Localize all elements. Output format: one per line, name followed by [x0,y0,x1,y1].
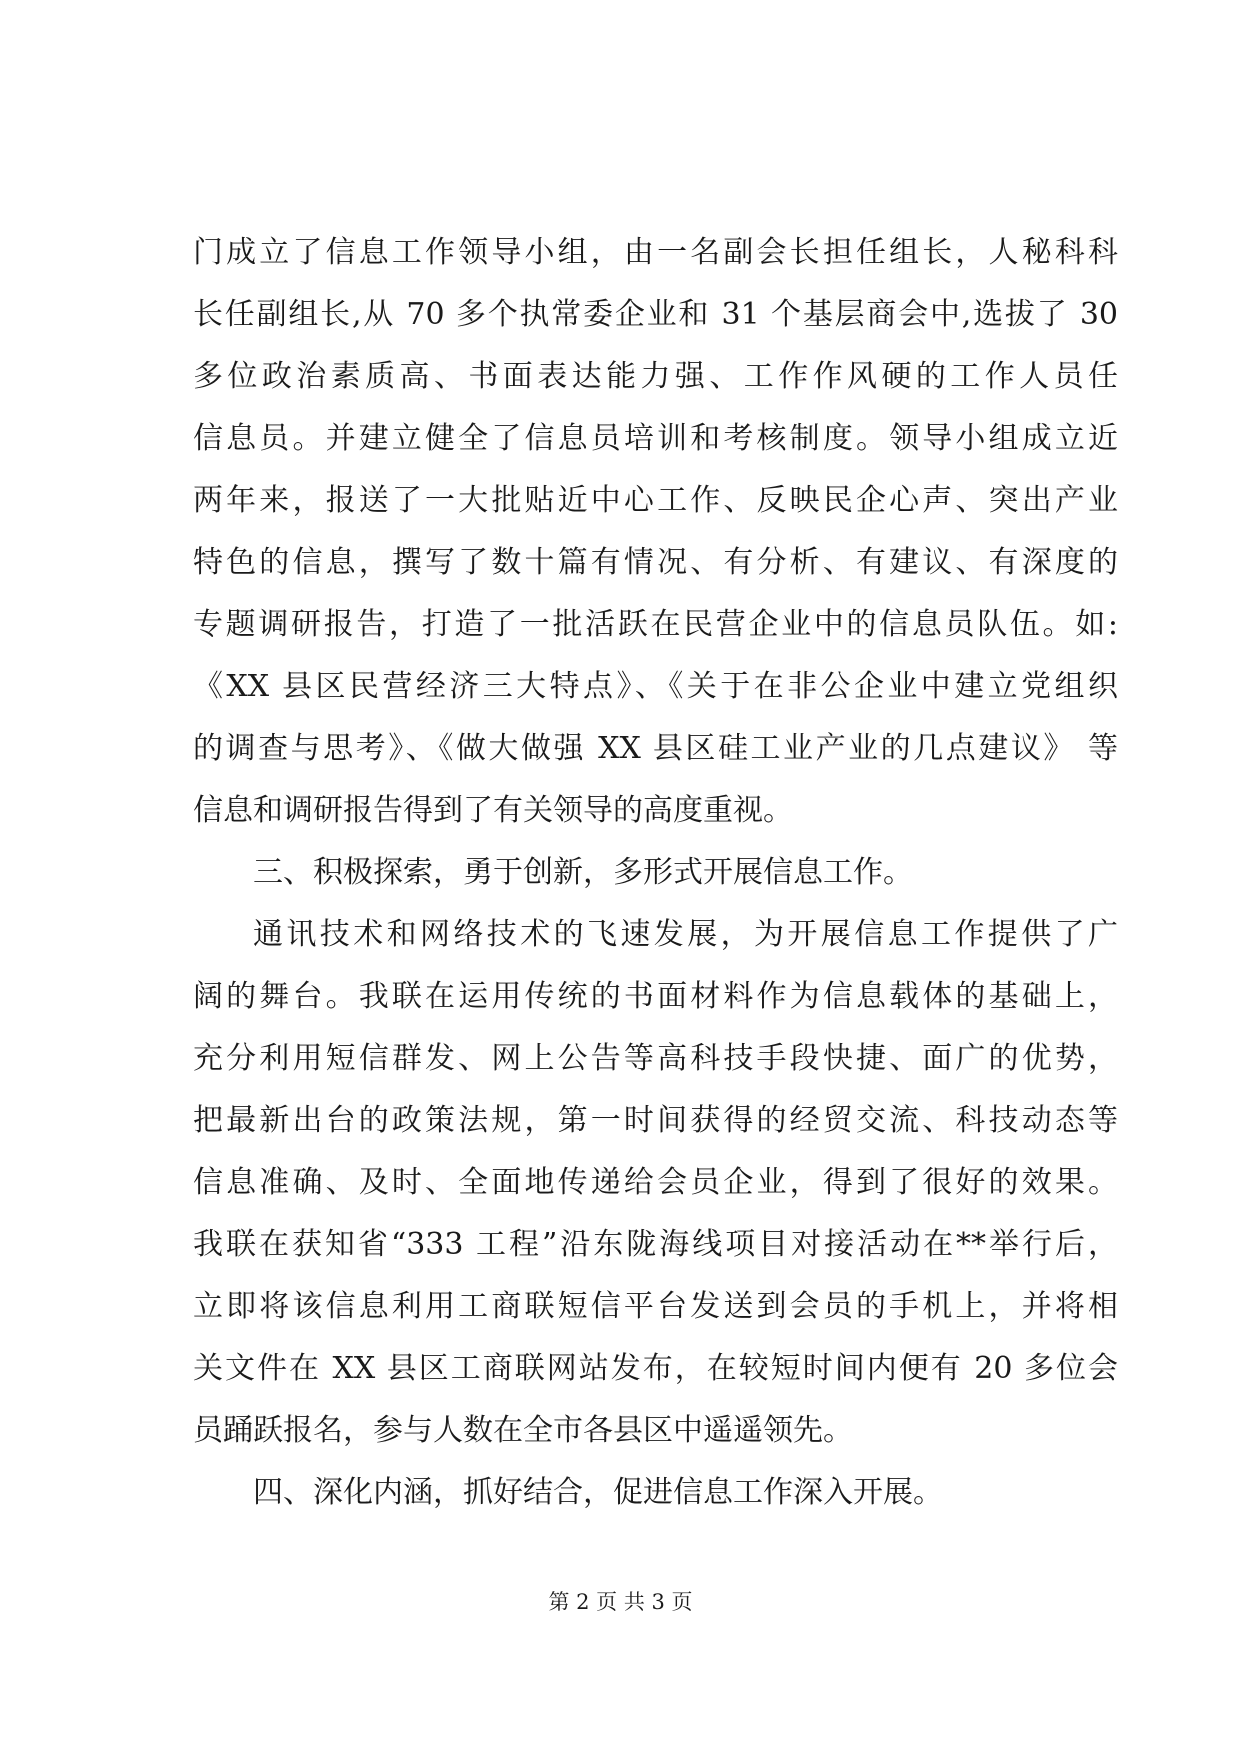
text-line: 把最新出台的政策法规，第一时间获得的经贸交流、科技动态等 [193,1103,1118,1138]
text-line: 两年来，报送了一大批贴近中心工作、反映民企心声、突出产业 [193,483,1118,518]
section-heading-3: 三、积极探索，勇于创新，多形式开展信息工作。 [253,855,913,890]
text-line: 关文件在 XX 县区工商联网站发布，在较短时间内便有 20 多位会 [193,1351,1118,1386]
text-line: 的调查与思考》、《做大做强 XX 县区硅工业产业的几点建议》 等 [193,731,1118,766]
text-line: 员踊跃报名，参与人数在全市各县区中遥遥领先。 [193,1413,853,1448]
text-line: 充分利用短信群发、网上公告等高科技手段快捷、面广的优势， [193,1041,1118,1076]
text-line: 信息和调研报告得到了有关领导的高度重视。 [193,793,793,828]
text-line: 信息准确、及时、全面地传递给会员企业，得到了很好的效果。 [193,1165,1118,1200]
text-line: 门成立了信息工作领导小组，由一名副会长担任组长，人秘科科 [193,235,1118,270]
text-line: 特色的信息，撰写了数十篇有情况、有分析、有建议、有深度的 [193,545,1118,580]
text-line: 通讯技术和网络技术的飞速发展，为开展信息工作提供了广 [253,917,1118,952]
text-line: 专题调研报告，打造了一批活跃在民营企业中的信息员队伍。如: [193,607,1118,642]
section-heading-4: 四、深化内涵，抓好结合，促进信息工作深入开展。 [253,1475,943,1510]
text-line: 长任副组长,从 70 多个执常委企业和 31 个基层商会中,选拔了 30 [193,297,1118,332]
text-line: 多位政治素质高、书面表达能力强、工作作风硬的工作人员任 [193,359,1118,394]
text-line: 我联在获知省“333 工程”沿东陇海线项目对接活动在**举行后， [193,1227,1118,1262]
text-line: 立即将该信息利用工商联短信平台发送到会员的手机上，并将相 [193,1289,1118,1324]
text-line: 《XX 县区民营经济三大特点》、《关于在非公企业中建立党组织 [193,669,1118,704]
text-line: 信息员。并建立健全了信息员培训和考核制度。领导小组成立近 [193,421,1118,456]
body-text [193,222,1118,1524]
text-line: 阔的舞台。我联在运用传统的书面材料作为信息载体的基础上， [193,979,1118,1014]
page-footer: 第 2 页 共 3 页 [548,1590,693,1614]
